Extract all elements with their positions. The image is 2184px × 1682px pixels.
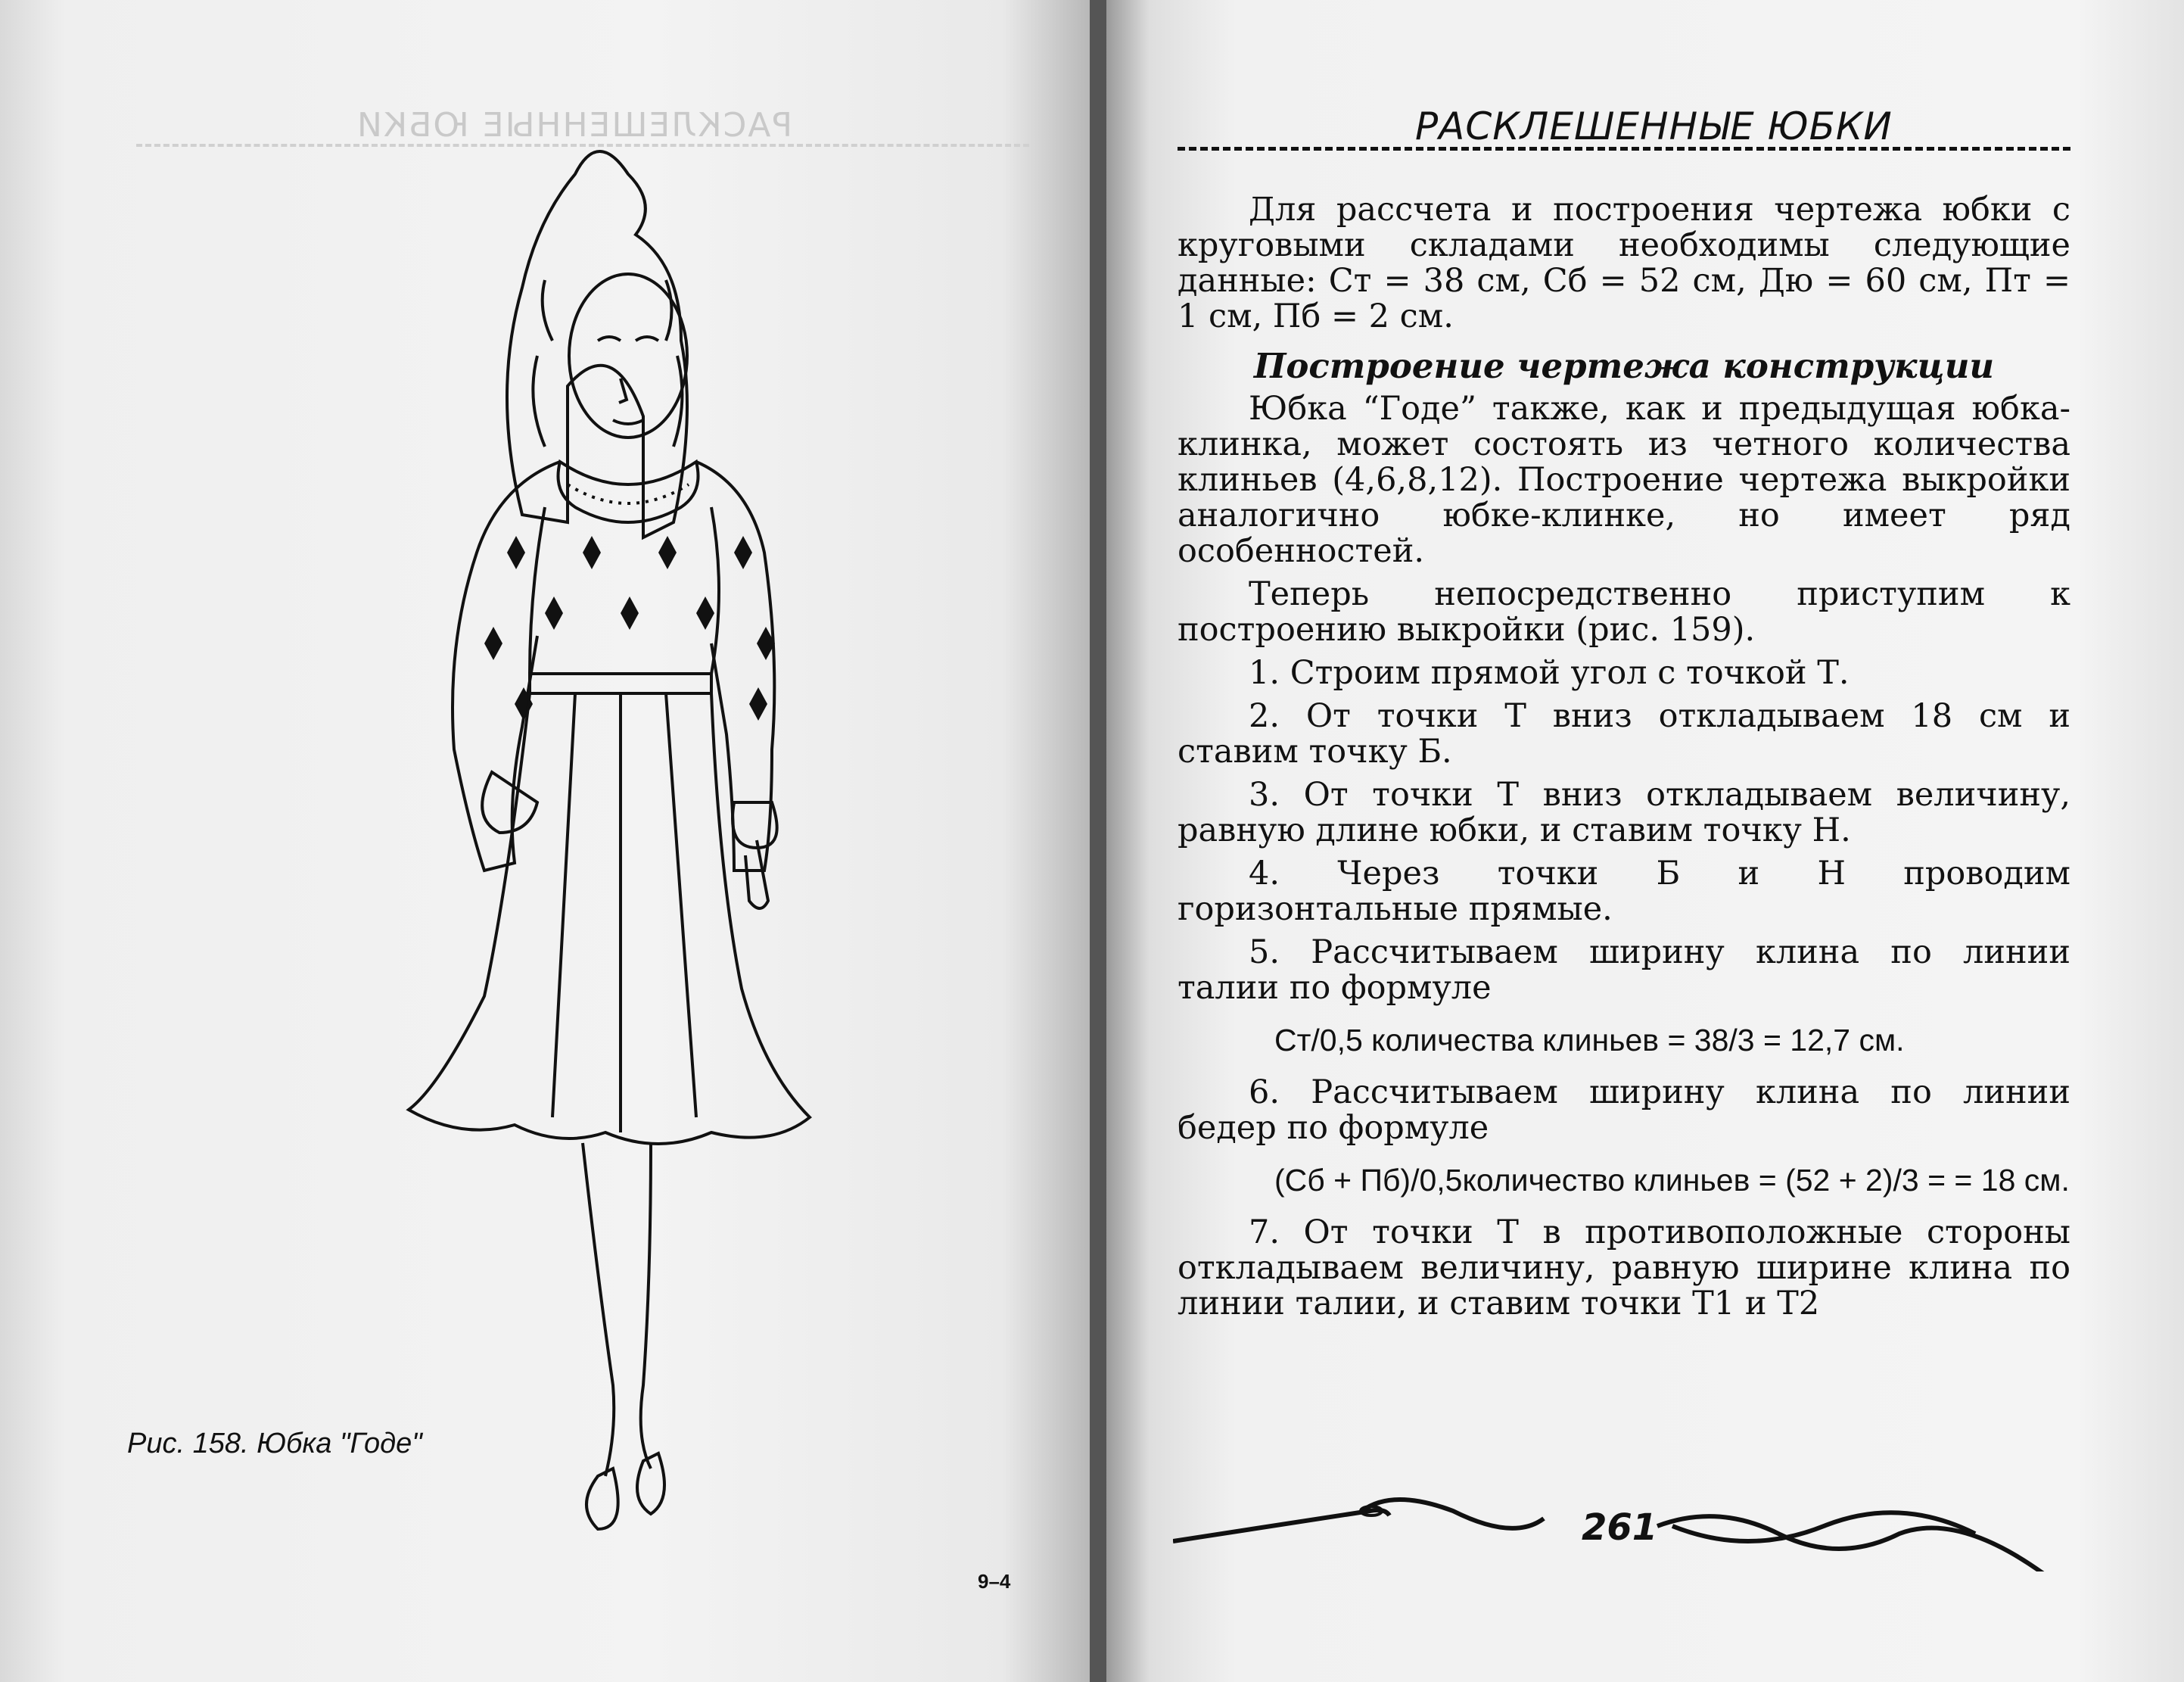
page-number: 261 [1582,1506,1658,1549]
section-heading: Построение чертежа конструкции [1253,346,1995,386]
step-5: 5. Рассчитываем ширину клина по линии талии по формуле [1178,933,2070,1007]
step-6: 6. Рассчитываем ширину клина по линии бедер по формуле [1178,1073,2070,1147]
running-head: РАСКЛЕШЕННЫЕ ЮБКИ [1415,104,1893,148]
step-2: 2. От точки Т вниз откладываем 18 см и ставим точку Б. [1178,697,2070,771]
step-4: 4. Через точки Б и Н проводим горизонтальные прямые. [1178,855,2070,928]
intro-paragraph: Для рассчета и построения чертежа юбки с круговыми складами необходимы следующие данные: Ст = 38 см, Сб = 52 см, Дю = 60 см, Пт = 1 см, Пб = 2 см. [1178,191,2070,335]
body-text [1178,192,2070,1329]
book-gutter [1090,0,1106,1682]
header-dashed-rule [1178,147,2070,151]
step-1: 1. Строим прямой угол с точкой Т. [1249,654,1850,692]
figure-caption: Рис. 158. Юбка "Годе" [127,1428,422,1459]
signature-mark: 9–4 [978,1570,1011,1593]
left-page [0,0,1090,1682]
formula-waist: Ст/0,5 количества клиньев = 38/3 = 12,7 см. [1274,1023,1905,1057]
step-3: 3. От точки Т вниз откладываем величину, равную длине юбки, и ставим точку Н. [1178,776,2070,849]
paragraph: Юбка “Годе” также, как и предыдущая юбка-клинка, может состоять из четного количества клиньев (4,6,8,12). Построение чертежа выкройки аналогично юбке-клинке, но имеет ряд особенностей. [1178,390,2070,570]
show-through-head: РАСКЛЕШЕННЫЕ ЮБКИ [356,106,792,145]
paragraph: Теперь непосредственно приступим к построению выкройки (рис. 159). [1178,575,2070,649]
step-7: 7. От точки Т в противоположные стороны откладываем величину, равную ширине клина по линии талии, и ставим точки Т1 и Т2 [1178,1213,2070,1322]
fashion-illustration [394,129,863,1537]
formula-hips: (Сб + Пб)/0,5количество клиньев = (52 + 2)/3 = = 18 см. [1274,1163,2070,1198]
